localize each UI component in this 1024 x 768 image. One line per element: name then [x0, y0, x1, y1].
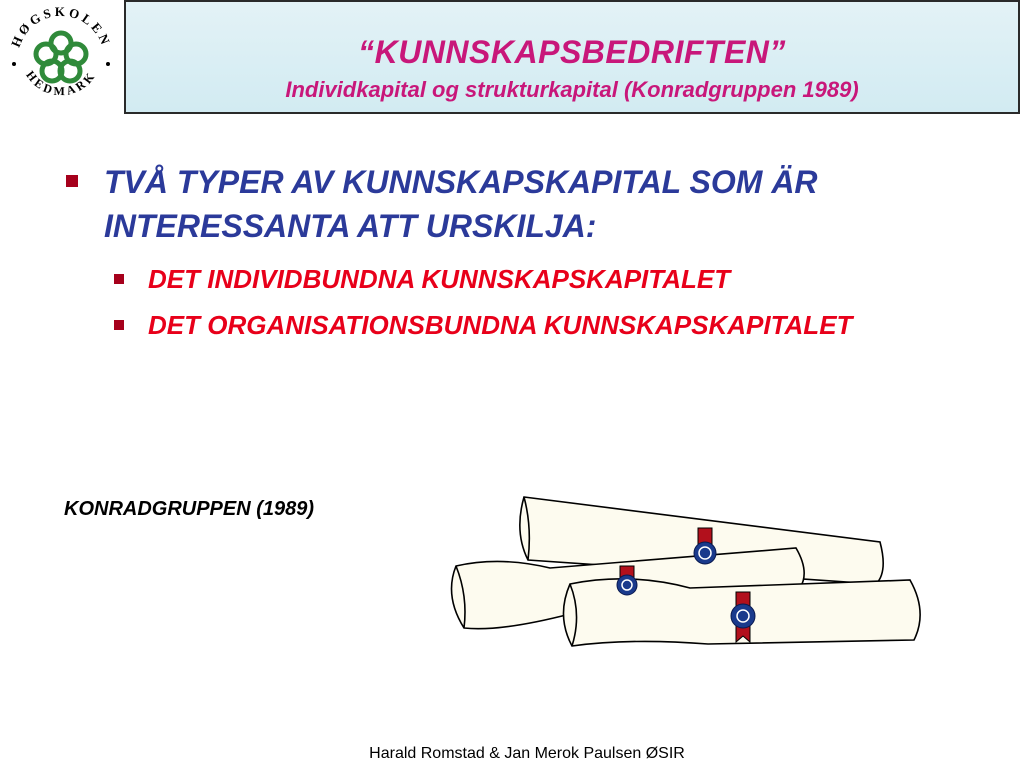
logo-bottom-text: HEDMARK	[23, 67, 99, 99]
diploma-scrolls-illustration	[440, 492, 930, 652]
bullet-list	[60, 160, 960, 344]
bullet-level2-text: DET ORGANISATIONSBUNDNA KUNNSKAPSKAPITALET	[148, 310, 853, 340]
bullet-level2	[60, 306, 960, 344]
seal-middle	[617, 566, 637, 595]
bullet-square-icon	[114, 274, 124, 284]
bullet-level1	[60, 160, 960, 248]
source-caption: KONRADGRUPPEN (1989)	[64, 498, 315, 520]
svg-text:HØGSKOLEN	[8, 4, 114, 49]
hogskolen-hedmark-logo	[4, 2, 118, 116]
slide-title-box	[124, 0, 1020, 114]
bullet-square-icon	[66, 175, 78, 187]
logo-top-text: HØGSKOLEN	[7, 3, 115, 50]
slide-title: “KUNNSKAPSBEDRIFTEN”	[358, 34, 786, 70]
bullet-square-icon	[114, 320, 124, 330]
footer-credit: Harald Romstad & Jan Merok Paulsen ØSIR	[369, 745, 685, 762]
bullet-level2-text: DET INDIVIDBUNDNA KUNNSKAPSKAPITALET	[148, 264, 731, 294]
bullet-level1-text: TVÅ TYPER AV KUNNSKAPSKAPITAL SOM ÄR INTERESSANTA ATT URSKILJA:	[104, 164, 818, 244]
bullet-level2	[60, 260, 960, 298]
slide-subtitle: Individkapital og strukturkapital (Konradgruppen 1989)	[285, 77, 859, 102]
